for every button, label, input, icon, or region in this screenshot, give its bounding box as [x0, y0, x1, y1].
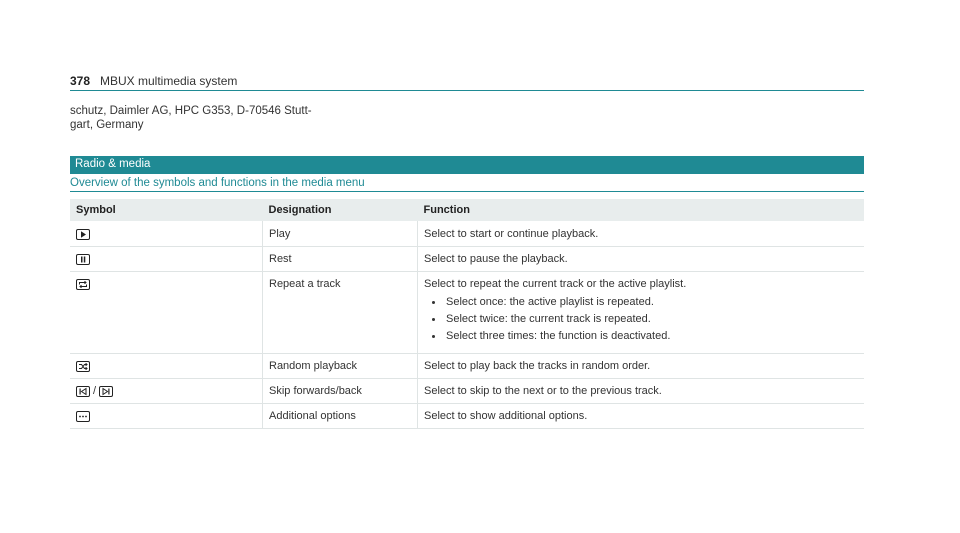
- pause-icon: [76, 254, 90, 265]
- list-item: • Select once: the active playlist is repeated.: [444, 296, 858, 308]
- symbol-cell: [70, 247, 263, 272]
- function-cell: [418, 272, 865, 354]
- page-header: [70, 72, 864, 91]
- header-designation: Designation: [263, 199, 418, 222]
- function-cell: Select to play back the tracks in random order.: [418, 354, 865, 379]
- table-row: [70, 354, 864, 379]
- bullet-list: [424, 296, 858, 342]
- function-cell: Select to pause the playback.: [418, 247, 865, 272]
- subsection-heading: [70, 176, 864, 192]
- table-row: [70, 222, 864, 247]
- function-text: Select to repeat the current track or the active playlist.: [424, 278, 687, 290]
- list-item: • Select three times: the function is deactivated.: [444, 330, 858, 342]
- table-row: [70, 379, 864, 404]
- designation-cell: Random playback: [263, 354, 418, 379]
- table-row: [70, 404, 864, 429]
- skip-back-icon: [76, 386, 90, 397]
- table-row: [70, 272, 864, 354]
- shuffle-icon: [76, 361, 90, 372]
- designation-cell: Repeat a track: [263, 272, 418, 354]
- symbol-cell: [70, 222, 263, 247]
- table-header-row: [70, 199, 864, 222]
- play-icon: [76, 229, 90, 240]
- intro-text: [70, 104, 312, 132]
- skip-forward-icon: [99, 386, 113, 397]
- symbol-cell: [70, 379, 263, 404]
- intro-line-1: schutz, Daimler AG, HPC G353, D-70546 Stutt-: [70, 105, 312, 117]
- list-item: • Select twice: the current track is repeated.: [444, 313, 858, 325]
- section-heading: [70, 156, 864, 174]
- table-row: [70, 247, 864, 272]
- designation-cell: Play: [263, 222, 418, 247]
- symbols-table: [70, 199, 864, 429]
- repeat-icon: [76, 279, 90, 290]
- icon-separator: /: [93, 385, 97, 398]
- header-symbol: Symbol: [70, 199, 263, 222]
- function-cell: Select to skip to the next or to the previous track.: [418, 379, 865, 404]
- page-number: 378: [70, 74, 91, 88]
- function-cell: Select to show additional options.: [418, 404, 865, 429]
- header-function: Function: [418, 199, 865, 222]
- header-title: MBUX multimedia system: [100, 74, 238, 88]
- intro-line-2: gart, Germany: [70, 119, 144, 131]
- designation-cell: Additional options: [263, 404, 418, 429]
- designation-cell: Rest: [263, 247, 418, 272]
- symbol-cell: [70, 354, 263, 379]
- more-options-icon: [76, 411, 90, 422]
- subsection-title: Overview of the symbols and functions in the media menu: [70, 177, 365, 189]
- section-title: Radio & media: [75, 158, 151, 170]
- designation-cell: Skip forwards/back: [263, 379, 418, 404]
- function-cell: Select to start or continue playback.: [418, 222, 865, 247]
- symbol-cell: [70, 272, 263, 354]
- symbol-cell: [70, 404, 263, 429]
